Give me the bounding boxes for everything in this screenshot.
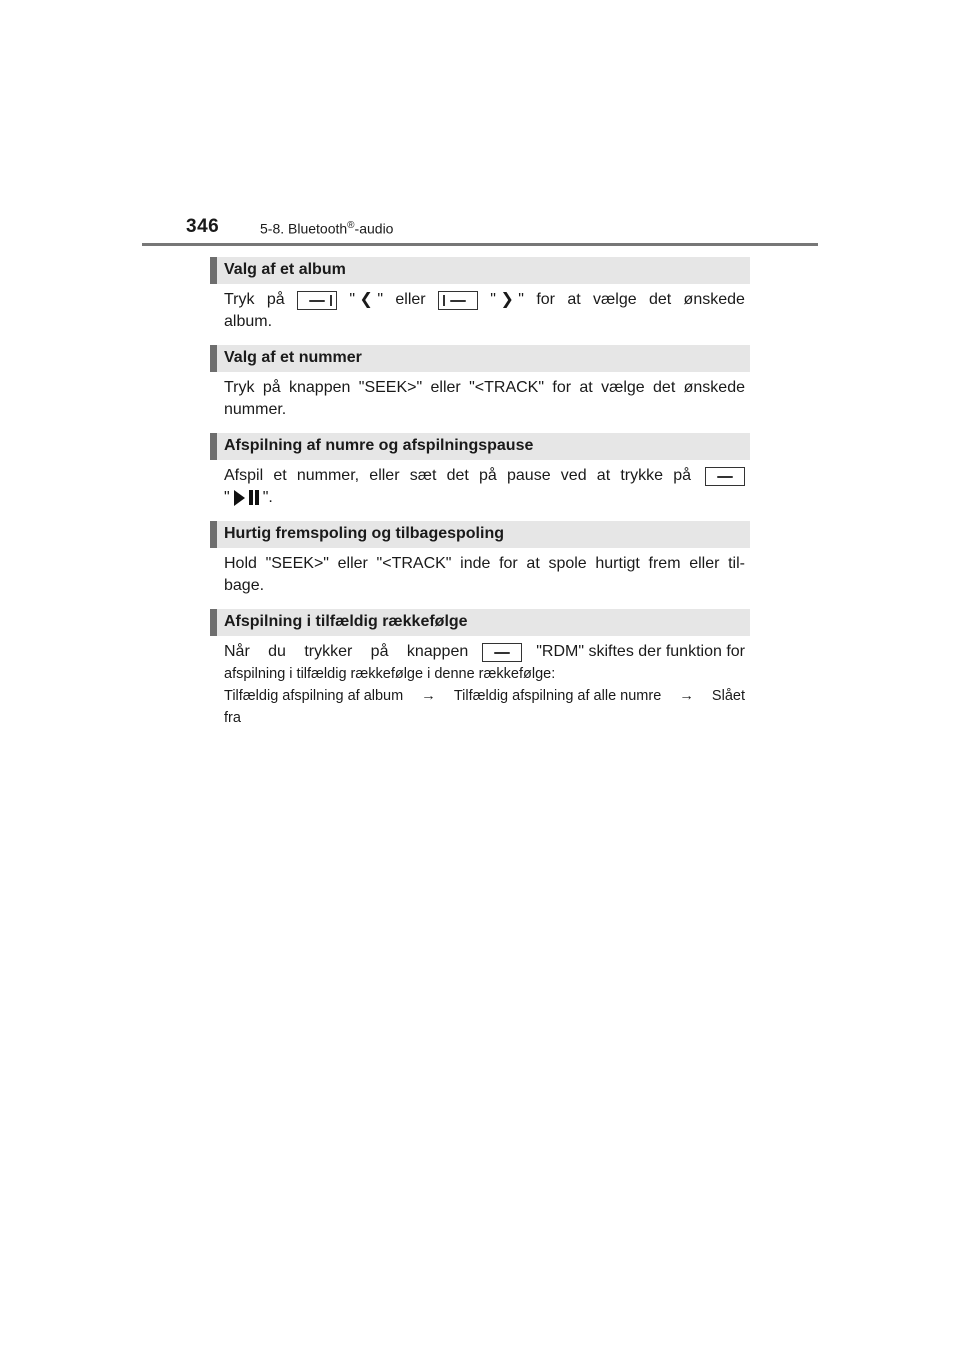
- prev-button-icon[interactable]: [297, 291, 337, 310]
- section-title: Hurtig fremspoling og tilbagespoling: [224, 525, 504, 542]
- rdm-button-icon[interactable]: [482, 643, 522, 662]
- chapter-title: 5-8. Bluetooth®-audio: [260, 220, 394, 237]
- body-line: Tryk på " ❮ " eller " ❯ " for at vælge det ønskede: [224, 291, 745, 308]
- body-line: bage.: [224, 577, 265, 594]
- arrow-right-icon: →: [421, 688, 436, 704]
- section-heading-track: [210, 345, 750, 372]
- body-line: Når du trykker på knappen "RDM" skiftes der funktion for: [224, 643, 745, 660]
- section-body-seek: [224, 553, 745, 597]
- next-button-icon[interactable]: [438, 291, 478, 310]
- section-body-random: [224, 641, 745, 729]
- body-line: nummer.: [224, 401, 287, 418]
- body-line: Tilfældig afspilning af album → Tilfældig afspilning af alle numre → Slået: [224, 685, 745, 707]
- body-line: Tryk på knappen "SEEK>" eller "<TRACK" for at vælge det ønskede: [224, 379, 745, 396]
- section-heading-playpause: [210, 433, 750, 460]
- section-title: Valg af et nummer: [224, 349, 362, 366]
- body-line: Afspil et nummer, eller sæt det på pause ved at trykke på: [224, 465, 745, 487]
- chevron-right-icon: ❯: [500, 291, 514, 308]
- header-rule: [142, 243, 818, 246]
- body-line: Hold "SEEK>" eller "<TRACK" inde for at spole hurtigt frem eller til-: [224, 555, 745, 572]
- arrow-right-icon: →: [679, 688, 694, 704]
- body-line: " ".: [224, 489, 273, 506]
- section-body-playpause: [224, 465, 745, 509]
- section-body-album: [224, 289, 745, 333]
- play-pause-button-icon[interactable]: [705, 467, 745, 486]
- body-line: album.: [224, 313, 273, 330]
- section-heading-album: [210, 257, 750, 284]
- page-number: 346: [186, 216, 220, 237]
- body-line: fra: [224, 710, 241, 726]
- play-pause-icon: [234, 490, 259, 506]
- section-body-track: [224, 377, 745, 421]
- registered-mark: ®: [347, 220, 355, 231]
- chevron-left-icon: ❮: [359, 291, 373, 308]
- body-line: afspilning i tilfældig rækkefølge i denne rækkefølge:: [224, 666, 556, 682]
- section-title: Afspilning i tilfældig rækkefølge: [224, 613, 468, 630]
- page-header: [0, 0, 960, 250]
- section-heading-seek: [210, 521, 750, 548]
- section-title: Afspilning af numre og afspilningspause: [224, 437, 534, 454]
- section-title: Valg af et album: [224, 261, 346, 278]
- section-heading-random: [210, 609, 750, 636]
